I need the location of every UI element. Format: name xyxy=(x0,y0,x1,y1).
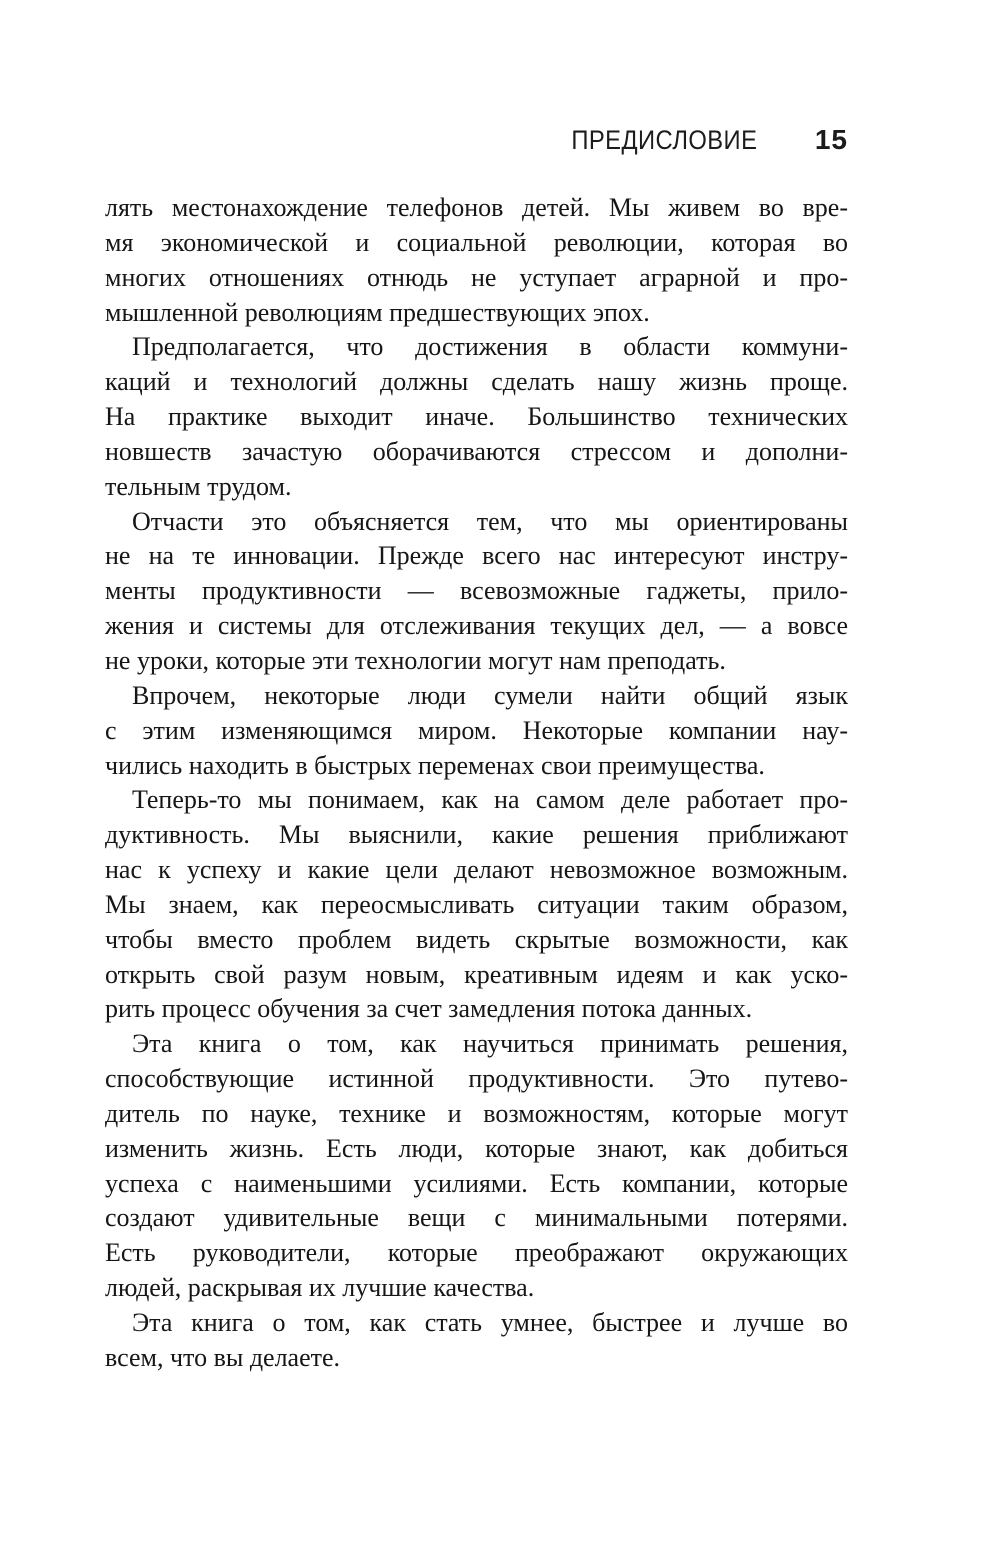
paragraph xyxy=(105,1306,848,1376)
body-text xyxy=(105,191,848,1376)
text-line: менты продуктивности — всевозможные гаджеты, прило- xyxy=(105,576,848,606)
text-line: мя экономической и социальной революции, которая во xyxy=(105,227,848,257)
text-line: дитель по науке, технике и возможностям, которые могут xyxy=(105,1098,848,1128)
text-line: дуктивность. Мы выяснили, какие решения приближают xyxy=(105,820,848,850)
running-header xyxy=(105,124,848,156)
text-line: лять местонахождение телефонов детей. Мы живем во вре- xyxy=(105,193,848,222)
text-line: жения и системы для отслеживания текущих дел, — а вовсе xyxy=(105,611,848,641)
paragraph xyxy=(105,191,848,330)
text-line: Мы знаем, как переосмысливать ситуации таким образом, xyxy=(105,889,848,919)
paragraph xyxy=(105,330,848,504)
text-line: людей, раскрывая их лучшие качества. xyxy=(105,1273,535,1303)
text-line: Теперь-то мы понимаем, как на самом деле работает про- xyxy=(132,785,848,815)
paragraph xyxy=(105,783,848,1027)
text-line: всем, что вы делаете. xyxy=(105,1342,341,1372)
text-line: нас к успеху и какие цели делают невозможное возможным. xyxy=(105,855,848,885)
page-number: 15 xyxy=(814,124,848,155)
text-line: многих отношениях отнюдь не уступает аграрной и про- xyxy=(105,262,848,292)
text-line: Эта книга о том, как стать умнее, быстрее и лучше во xyxy=(132,1308,848,1337)
text-line: создают удивительные вещи с минимальными потерями. xyxy=(105,1203,848,1233)
paragraph xyxy=(105,1027,848,1306)
paragraph xyxy=(105,505,848,679)
text-line: чились находить в быстрых переменах свои преимущества. xyxy=(105,750,765,780)
text-line: способствующие истинной продуктивности. Это путево- xyxy=(105,1064,848,1094)
text-line: открыть свой разум новым, креативным идеям и как уско- xyxy=(105,959,848,989)
text-line: не уроки, которые эти технологии могут нам преподать. xyxy=(105,645,726,675)
text-line: Предполагается, что достижения в области коммуни- xyxy=(132,332,848,362)
chapter-title: ПРЕДИСЛОВИЕ xyxy=(571,125,758,155)
text-line: Эта книга о том, как научиться принимать решения, xyxy=(132,1029,848,1059)
paragraph xyxy=(105,679,848,784)
text-line: На практике выходит иначе. Большинство технических xyxy=(105,402,848,432)
text-line: каций и технологий должны сделать нашу жизнь проще. xyxy=(105,367,848,397)
text-line: тельным трудом. xyxy=(105,471,292,501)
text-line: рить процесс обучения за счет замедления потока данных. xyxy=(105,994,753,1024)
text-line: Впрочем, некоторые люди сумели найти общий язык xyxy=(132,680,848,710)
text-line: успеха с наименьшими усилиями. Есть компании, которые xyxy=(105,1168,848,1198)
text-line: Есть руководители, которые преображают окружающих xyxy=(105,1238,848,1268)
text-line: не на те инновации. Прежде всего нас интересуют инстру- xyxy=(105,541,848,571)
text-line: мышленной революциям предшествующих эпох. xyxy=(105,297,650,327)
text-line: с этим изменяющимся миром. Некоторые компании нау- xyxy=(105,715,848,745)
text-line: изменить жизнь. Есть люди, которые знают, как добиться xyxy=(105,1133,848,1163)
text-line: новшеств зачастую оборачиваются стрессом и дополни- xyxy=(105,436,848,466)
text-line: чтобы вместо проблем видеть скрытые возможности, как xyxy=(105,924,848,954)
text-line: Отчасти это объясняется тем, что мы ориентированы xyxy=(132,506,848,536)
